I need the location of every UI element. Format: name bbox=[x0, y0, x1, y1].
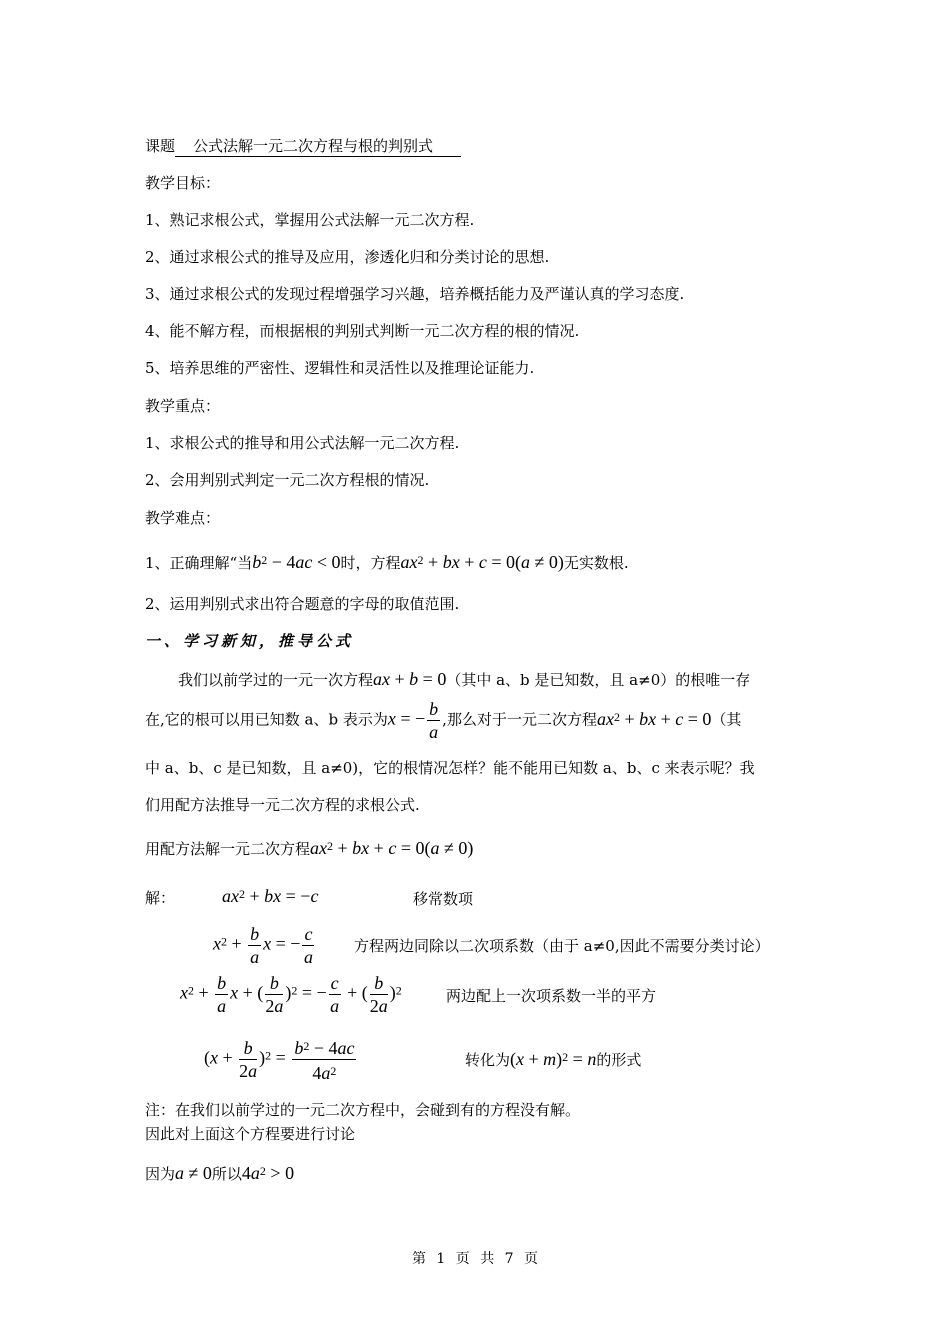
step-3-equation: $x^2$ + $\frac{b}{a}$ x + ( $\frac{b}{2a}$ )$^2$ = − $\frac{c}{a}$ + ( $\frac{b}{2a}$ )$^2$ bbox=[180, 973, 402, 1016]
note-line: 注：在我们以前学过的一元二次方程中，会碰到有的方程没有解。 bbox=[145, 1101, 581, 1119]
page-footer: 第 1 页 共 7 页 bbox=[411, 1251, 539, 1267]
focus-heading: 教学重点： bbox=[145, 397, 221, 415]
goal-item: 2、通过求根公式的推导及应用，渗透化归和分类讨论的思想. bbox=[145, 248, 550, 266]
step-2-equation: $x^2$ + $\frac{b}{a}$ x = − $\frac{c}{a}$ bbox=[213, 924, 313, 967]
paragraph-line: 中 a、b、c 是已知数，且 a≠0)，它的根情况怎样？能不能用已知数 a、b、c 来表示呢？我 bbox=[145, 759, 755, 777]
paragraph-line: 在,它的根可以用已知数 a、b 表示为x = − $\frac{b}{a}$ ,那么对于一元二次方程$ax^2$ + bx + c = 0（其 bbox=[145, 699, 742, 742]
solve-label: 解： bbox=[145, 889, 176, 907]
step-2-note: 方程两边同除以二次项系数（由于 a≠0,因此不需要分类讨论） bbox=[354, 937, 770, 955]
step-1-equation: $ax^2$ + bx = −c bbox=[222, 886, 319, 906]
because-line: 因为a ≠ 0所以$4a^2 > 0$ bbox=[145, 1163, 295, 1183]
note-line: 因此对上面这个方程要进行讨论 bbox=[145, 1125, 356, 1143]
lesson-title bbox=[145, 136, 461, 157]
title-text: 公式法解一元二次方程与根的判别式 bbox=[175, 136, 461, 157]
title-prefix: 课题 bbox=[145, 137, 176, 155]
focus-item: 2、会用判别式判定一元二次方程根的情况. bbox=[145, 471, 430, 489]
difficulty-heading: 教学难点： bbox=[145, 509, 221, 527]
focus-item: 1、求根公式的推导和用公式法解一元二次方程. bbox=[145, 434, 460, 452]
paragraph-line: 我们以前学过的一元一次方程ax + b = 0（其中 a、b 是已知数，且 a≠0）的根唯一存 bbox=[178, 669, 751, 689]
goal-item: 1、熟记求根公式，掌握用公式法解一元二次方程. bbox=[145, 211, 475, 229]
paragraph-line: 们用配方法推导一元二次方程的求根公式. bbox=[145, 796, 420, 814]
difficulty-item: 2、运用判别式求出符合题意的字母的取值范围. bbox=[145, 595, 460, 613]
goal-item: 3、通过求根公式的发现过程增强学习兴趣，培养概括能力及严谨认真的学习态度. bbox=[145, 285, 685, 303]
goal-item: 5、培养思维的严密性、逻辑性和灵活性以及推理论证能力. bbox=[145, 359, 535, 377]
step-3-note: 两边配上一次项系数一半的平方 bbox=[446, 987, 657, 1005]
method-line: 用配方法解一元二次方程$ax^2$ + bx + c = 0(a ≠ 0) bbox=[145, 838, 474, 858]
difficulty-item-1: 1、正确理解“当$b^2 - 4ac < 0$时，方程$ax^2$ + bx + c = 0(a ≠ 0)无实数根. bbox=[145, 552, 629, 572]
goal-item: 4、能不解方程，而根据根的判别式判断一元二次方程的根的情况. bbox=[145, 322, 580, 340]
step-4-note: 转化为$(x + m)^2 = n$的形式 bbox=[465, 1049, 642, 1069]
step-1-note: 移常数项 bbox=[413, 890, 474, 908]
step-4-equation: (x + $\frac{b}{2a}$ )$^2$ = $\frac{b^2 - 4ac}{4a^2}$ bbox=[204, 1035, 358, 1084]
goals-heading: 教学目标： bbox=[145, 174, 221, 192]
section-heading: 一、学习新知，推导公式 bbox=[145, 632, 355, 650]
